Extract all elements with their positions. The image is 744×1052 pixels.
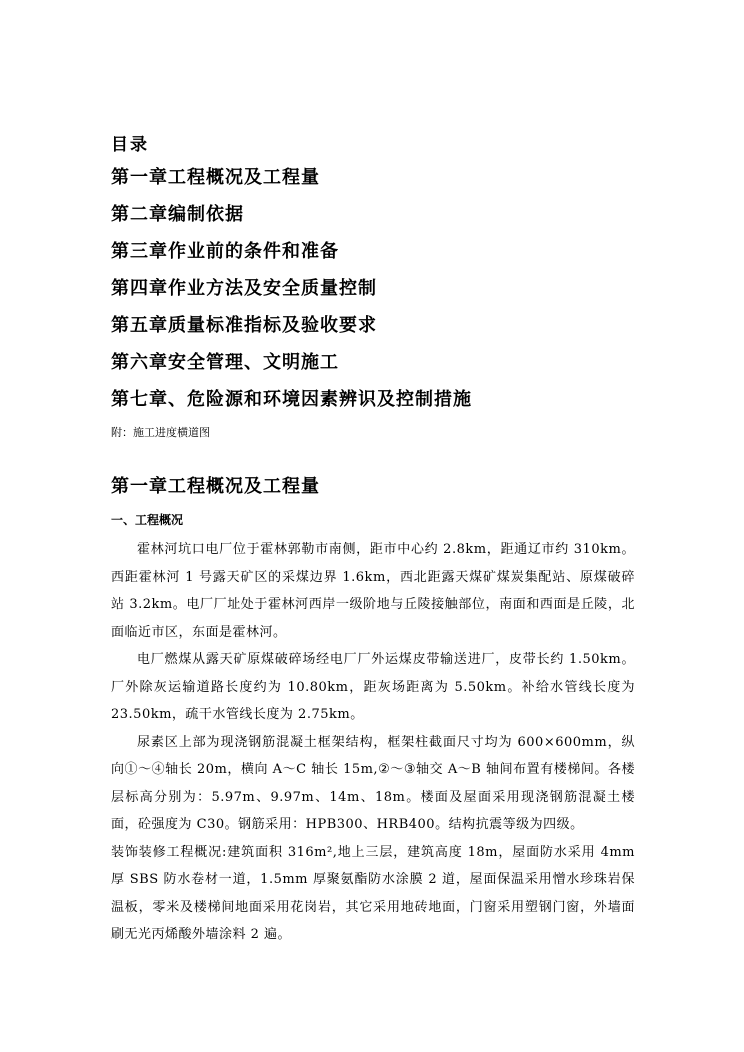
toc-item-chapter-4[interactable]: 第四章作业方法及安全质量控制: [111, 278, 377, 299]
toc-item-chapter-7[interactable]: 第七章、危险源和环境因素辨识及控制措施: [111, 389, 472, 410]
chapter-1-heading: 第一章工程概况及工程量: [111, 476, 320, 497]
toc-item-chapter-2[interactable]: 第二章编制依据: [111, 204, 244, 225]
toc-item-chapter-6[interactable]: 第六章安全管理、文明施工: [111, 352, 339, 373]
toc-item-chapter-1[interactable]: 第一章工程概况及工程量: [111, 167, 320, 188]
paragraph-decoration: 装饰装修工程概况:建筑面积 316m²,地上三层，建筑高度 18m，屋面防水采用 4mm 厚 SBS 防水卷材一道，1.5mm 厚聚氨酯防水涂膜 2 道，屋面保温采用憎水珍珠岩保温板，零米及楼梯间地面采用花岗岩，其它采用地砖地面，门窗采用塑钢门窗，外墙面刷无光丙烯酸外墙涂料 2 遍。: [111, 844, 635, 942]
paragraph-coal-transport: 电厂燃煤从露天矿原煤破碎场经电厂厂外运煤皮带输送进厂，皮带长约 1.50km。厂外除灰运输道路长度约为 10.80km，距灰场距离为 5.50km。补给水管线长度为 23.50km，疏干水管线长度为 2.75km。: [111, 652, 635, 722]
toc-item-chapter-3[interactable]: 第三章作业前的条件和准备: [111, 241, 339, 262]
paragraph-location: 霍林河坑口电厂位于霍林郭勒市南侧，距市中心约 2.8km，距通辽市约 310km。西距霍林河 1 号露天矿区的采煤边界 1.6km，西北距露天煤矿煤炭集配站、原煤破碎站 3.2km。电厂厂址处于霍林河西岸一级阶地与丘陵接触部位，南面和西面是丘陵，北面临近市区，东面是霍林河。: [111, 542, 635, 640]
toc-title: 目录: [111, 135, 149, 155]
toc-appendix[interactable]: 附：施工进度横道图: [111, 426, 210, 439]
chapter-1-body: [111, 536, 635, 949]
toc-item-chapter-5[interactable]: 第五章质量标准指标及验收要求: [111, 315, 377, 336]
paragraph-urea-structure: 尿素区上部为现浇钢筋混凝土框架结构，框架柱截面尺寸均为 600×600mm，纵向①～④轴长 20m，横向 A～C 轴长 15m,②～③轴交 A～B 轴间布置有楼梯间。各楼层标高分别为：5.97m、9.97m、14m、18m。楼面及屋面采用现浇钢筋混凝土楼面，砼强度为 C30。钢筋采用：HPB300、HRB400。结构抗震等级为四级。: [111, 734, 635, 832]
section-title-project-overview: 一、工程概况: [111, 513, 184, 527]
toc-list: [111, 165, 472, 424]
